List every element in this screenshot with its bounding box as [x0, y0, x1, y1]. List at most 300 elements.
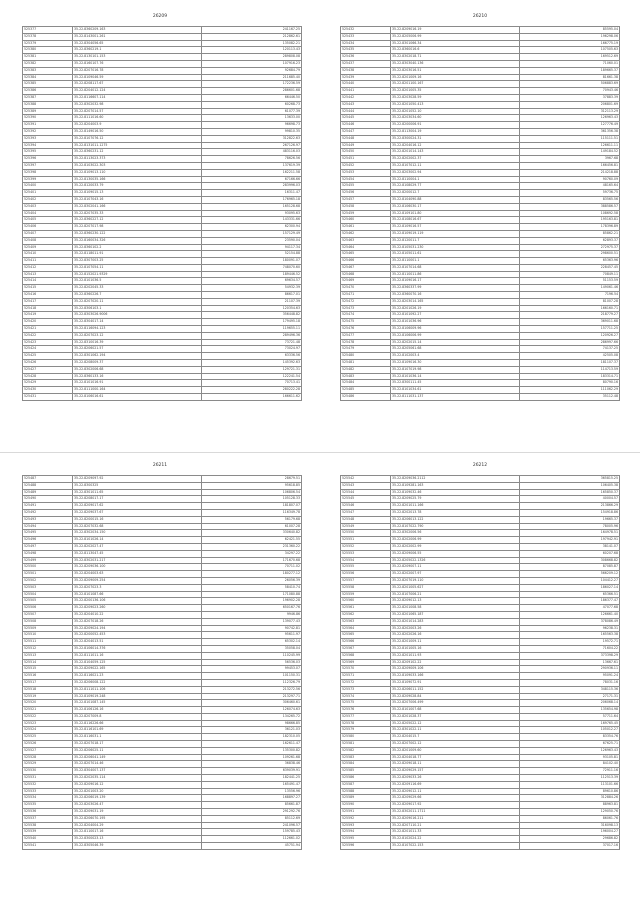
amount-cell: 83354.76: [520, 734, 620, 741]
code-cell: 35.22.8209024.194: [73, 625, 202, 632]
record-id-cell: 525571: [341, 673, 391, 680]
table-row: [341, 802, 620, 809]
record-id-cell: 525596: [341, 843, 391, 850]
code-cell: 35.22.8205022.12: [391, 720, 520, 727]
code-cell: 35.22.8111000.164: [73, 387, 202, 394]
table-row: [23, 809, 302, 816]
record-id-cell: 525438: [341, 67, 391, 74]
code-cell: 35.22.8304056.65: [73, 40, 202, 47]
record-id-cell: 525419: [23, 312, 73, 319]
table-row: [23, 162, 302, 169]
amount-cell: 63336.56: [202, 353, 302, 360]
record-id-cell: 525456: [341, 190, 391, 197]
code-cell: 35.22.8209018.11: [391, 761, 520, 768]
amount-cell: 566209.12: [520, 571, 620, 578]
amount-cell: 186377.47: [520, 598, 620, 605]
table-row: [341, 196, 620, 203]
table-row: [341, 713, 620, 720]
table-row: [341, 115, 620, 122]
table-row: [23, 652, 302, 659]
code-cell: 35.22.8107012.11: [391, 162, 520, 169]
amount-cell: 9946.86: [202, 611, 302, 618]
code-cell: 35.22.8200012.7: [391, 190, 520, 197]
table-row: [23, 720, 302, 727]
table-row: [23, 380, 302, 387]
code-cell: 35.22.8202002.99: [391, 543, 520, 550]
amount-cell: 13633.00: [202, 115, 302, 122]
amount-cell: 178396.89: [520, 224, 620, 231]
code-cell: 35.22.8107043.16: [73, 196, 202, 203]
code-cell: 35.22.8204010.22: [73, 611, 202, 618]
table-row: [23, 135, 302, 142]
table-row: [341, 40, 620, 47]
table-row: [23, 94, 302, 101]
record-id-cell: 525534: [23, 795, 73, 802]
amount-cell: 98666.85: [202, 720, 302, 727]
amount-cell: 93105.81: [520, 754, 620, 761]
table-row: [341, 775, 620, 782]
table-row: [23, 292, 302, 299]
amount-cell: 99810.35: [202, 128, 302, 135]
code-cell: 35.22.8109032.46: [391, 489, 520, 496]
table-row: [23, 632, 302, 639]
record-id-cell: 525563: [341, 618, 391, 625]
code-cell: 35.22.8107076.12: [73, 135, 202, 142]
amount-cell: 206068.14: [520, 700, 620, 707]
amount-cell: 120926.27: [520, 332, 620, 339]
amount-cell: 13556.96: [202, 788, 302, 795]
record-id-cell: 525471: [341, 292, 391, 299]
record-id-cell: 525401: [23, 190, 73, 197]
record-id-cell: 525437: [341, 60, 391, 67]
code-cell: 35.22.8209031.19: [73, 809, 202, 816]
code-cell: 35.22.8302018.71: [391, 54, 520, 61]
amount-cell: 312822.63: [202, 135, 302, 142]
amount-cell: 166775.19: [520, 40, 620, 47]
code-cell: 35.22.8118011.91: [73, 251, 202, 258]
record-id-cell: 525568: [341, 652, 391, 659]
record-id-cell: 525542: [341, 476, 391, 483]
amount-cell: 149184.52: [520, 149, 620, 156]
record-id-cell: 525510: [23, 632, 73, 639]
amount-cell: 51153.59: [520, 278, 620, 285]
amount-cell: 48165.64: [520, 183, 620, 190]
code-cell: 35.22.8209037.67: [73, 509, 202, 516]
amount-cell: 85112.69: [202, 815, 302, 822]
table-row: [23, 584, 302, 591]
amount-cell: 3967.68: [520, 156, 620, 163]
record-id-cell: 525508: [23, 618, 73, 625]
code-cell: 35.22.8107014.68: [391, 264, 520, 271]
table-row: [341, 380, 620, 387]
table-row: [23, 40, 302, 47]
record-id-cell: 525560: [341, 598, 391, 605]
record-id-cell: 525503: [23, 584, 73, 591]
amount-cell: 308668.82: [520, 557, 620, 564]
table-row: [23, 802, 302, 809]
record-id-cell: 525522: [23, 713, 73, 720]
amount-cell: 166160.71: [520, 305, 620, 312]
record-id-cell: 525380: [23, 47, 73, 54]
table-row: [341, 836, 620, 843]
code-cell: 35.22.8301066.34: [391, 40, 520, 47]
code-cell: 35.22.8109013.110: [73, 169, 202, 176]
record-id-cell: 525516: [23, 673, 73, 680]
table-row: [341, 373, 620, 380]
table-row: [341, 747, 620, 754]
code-cell: 35.22.8209017.62: [73, 503, 202, 510]
record-id-cell: 525496: [23, 537, 73, 544]
record-id-cell: 525586: [341, 775, 391, 782]
code-cell: 35.22.8101087.145: [73, 700, 202, 707]
amount-cell: 506883.69: [520, 81, 620, 88]
code-cell: 35.22.8101026.14: [73, 537, 202, 544]
amount-cell: 73024.97: [202, 346, 302, 353]
table-row: [341, 809, 620, 816]
record-id-cell: 525594: [341, 829, 391, 836]
amount-cell: 45751.94: [202, 843, 302, 850]
amount-cell: 78626.56: [202, 156, 302, 163]
amount-cell: 280222.28: [202, 387, 302, 394]
code-cell: 35.22.8206008.122: [73, 679, 202, 686]
code-cell: 35.22.8202026.16: [391, 632, 520, 639]
code-cell: 35.22.8106014.376: [73, 645, 202, 652]
record-id-cell: 525511: [23, 639, 73, 646]
record-id-cell: 525421: [23, 326, 73, 333]
amount-cell: 86061.76: [520, 815, 620, 822]
amount-cell: 69634.57: [202, 278, 302, 285]
table-row: [341, 781, 620, 788]
record-id-cell: 525513: [23, 652, 73, 659]
code-cell: 35.22.8113023.373: [73, 156, 202, 163]
code-cell: 35.22.8201065.187: [391, 611, 520, 618]
code-cell: 35.22.8204012.124: [73, 88, 202, 95]
code-cell: 35.22.8109016.17: [391, 278, 520, 285]
amount-cell: 166611.62: [202, 394, 302, 401]
amount-cell: 113101.66: [520, 781, 620, 788]
code-cell: 35.22.8300024.31: [391, 135, 520, 142]
amount-cell: 180091.07: [202, 258, 302, 265]
record-id-cell: 525457: [341, 196, 391, 203]
record-id-cell: 525575: [341, 700, 391, 707]
record-id-cell: 525545: [341, 496, 391, 503]
record-id-cell: 525577: [341, 713, 391, 720]
amount-cell: 218779.27: [520, 312, 620, 319]
code-cell: 35.22.8101005.16: [391, 645, 520, 652]
amount-cell: 58410.74: [202, 584, 302, 591]
amount-cell: 112513.39: [520, 775, 620, 782]
code-cell: 35.22.8207020.11: [73, 298, 202, 305]
code-cell: 35.22.8360219.1: [73, 47, 202, 54]
code-cell: 35.22.8202003.26: [391, 625, 520, 632]
amount-cell: 120113.43: [202, 47, 302, 54]
record-id-cell: 525468: [341, 271, 391, 278]
record-id-cell: 525488: [23, 482, 73, 489]
code-cell: 35.22.8110001.1: [391, 258, 520, 265]
amount-cell: 241096.57: [202, 822, 302, 829]
table-row: [23, 550, 302, 557]
amount-cell: 164978.51: [520, 530, 620, 537]
table-row: [341, 319, 620, 326]
table-row: [341, 162, 620, 169]
code-cell: 35.22.8302034.150: [73, 530, 202, 537]
table-row: [23, 605, 302, 612]
code-cell: 35.22.8201005.627: [391, 584, 520, 591]
code-cell: 35.22.8116607.114: [73, 94, 202, 101]
amount-cell: 154918.86: [520, 509, 620, 516]
amount-cell: 114713.59: [520, 366, 620, 373]
record-id-cell: 525507: [23, 611, 73, 618]
code-cell: 35.22.8202027.47: [73, 543, 202, 550]
table-row: [23, 224, 302, 231]
code-cell: 35.22.8204003.9: [73, 122, 202, 129]
record-id-cell: 525483: [341, 373, 391, 380]
record-id-cell: 525593: [341, 822, 391, 829]
table-row: [341, 482, 620, 489]
amount-cell: 162211.58: [202, 169, 302, 176]
amount-cell: 52154.88: [202, 251, 302, 258]
record-id-cell: 525576: [341, 707, 391, 714]
amount-cell: 139077.43: [202, 618, 302, 625]
code-cell: 35.22.8201011.93: [391, 652, 520, 659]
table-row: [23, 244, 302, 251]
table-row: [23, 88, 302, 95]
record-id-cell: 525425: [23, 353, 73, 360]
record-id-cell: 525479: [341, 346, 391, 353]
amount-cell: 214218.88: [520, 169, 620, 176]
code-cell: 35.22.8109072.91: [391, 679, 520, 686]
table-row: [23, 781, 302, 788]
code-cell: 35.22.8305046.39: [73, 843, 202, 850]
record-id-cell: 525397: [23, 162, 73, 169]
code-cell: 35.22.8131011.1275: [73, 142, 202, 149]
record-id-cell: 525544: [341, 489, 391, 496]
code-cell: 35.22.8304017.14: [73, 319, 202, 326]
record-id-cell: 525490: [23, 496, 73, 503]
table-row: [341, 353, 620, 360]
amount-cell: 87085.87: [520, 564, 620, 571]
record-id-cell: 525411: [23, 258, 73, 265]
record-id-cell: 525567: [341, 645, 391, 652]
record-id-cell: 525400: [23, 183, 73, 190]
table-row: [23, 353, 302, 360]
table-row: [23, 679, 302, 686]
table-row: [23, 795, 302, 802]
table-row: [341, 788, 620, 795]
code-cell: 35.22.8209029.66: [391, 795, 520, 802]
amount-cell: 70943.46: [520, 88, 620, 95]
table-row: [341, 829, 620, 836]
code-cell: 35.22.8107019.98: [391, 366, 520, 373]
code-cell: 35.22.8206041.149: [73, 754, 202, 761]
code-cell: 35.22.8303026.9006: [73, 312, 202, 319]
record-id-cell: 525410: [23, 251, 73, 258]
record-id-cell: 525489: [23, 489, 73, 496]
record-id-cell: 525449: [341, 142, 391, 149]
table-row: [23, 298, 302, 305]
amount-cell: 112326.79: [202, 679, 302, 686]
table-row: [341, 503, 620, 510]
amount-cell: 373398.29: [520, 652, 620, 659]
table-row: [341, 33, 620, 40]
amount-cell: 369011.68: [520, 319, 620, 326]
amount-cell: 122241.54: [202, 373, 302, 380]
amount-cell: 165491.47: [202, 781, 302, 788]
record-id-cell: 525435: [341, 47, 391, 54]
amount-cell: 182441.25: [202, 775, 302, 782]
table-row: [23, 81, 302, 88]
table-row: [23, 700, 302, 707]
record-id-cell: 525551: [341, 537, 391, 544]
table-row: [23, 251, 302, 258]
record-id-cell: 525501: [23, 571, 73, 578]
code-cell: 35.22.8101087.66: [73, 591, 202, 598]
code-cell: 35.22.8360230.122: [73, 230, 202, 237]
amount-cell: 182310.05: [202, 734, 302, 741]
record-id-cell: 525432: [341, 27, 391, 34]
amount-cell: 23590.04: [202, 237, 302, 244]
record-id-cell: 525433: [341, 33, 391, 40]
record-id-cell: 525564: [341, 625, 391, 632]
record-id-cell: 525474: [341, 312, 391, 319]
code-cell: 35.22.8310016.39: [73, 339, 202, 346]
code-cell: 35.22.8209033.26: [391, 775, 520, 782]
table-row: [23, 829, 302, 836]
amount-cell: 26056.39: [202, 577, 302, 584]
record-id-cell: 525447: [341, 128, 391, 135]
code-cell: 35.22.8209036.100: [73, 564, 202, 571]
table-row: [23, 754, 302, 761]
code-cell: 35.22.8109101.80: [391, 210, 520, 217]
code-cell: 35.22.8208009.37: [73, 360, 202, 367]
record-id-cell: 525454: [341, 176, 391, 183]
amount-cell: 106405.38: [520, 482, 620, 489]
record-id-cell: 525391: [23, 122, 73, 129]
amount-cell: 93095.63: [202, 210, 302, 217]
table-row: [341, 598, 620, 605]
code-cell: 35.22.8204015.7: [391, 734, 520, 741]
record-id-cell: 525396: [23, 156, 73, 163]
amount-cell: 83565.56: [520, 196, 620, 203]
page-number: 26209: [152, 14, 168, 19]
record-id-cell: 525394: [23, 142, 73, 149]
code-cell: 35.22.8207006.499: [391, 700, 520, 707]
amount-cell: 213272.56: [202, 686, 302, 693]
table-row: [341, 489, 620, 496]
record-id-cell: 525590: [341, 802, 391, 809]
record-id-cell: 525436: [341, 54, 391, 61]
amount-cell: 165850.37: [520, 489, 620, 496]
table-row: [23, 156, 302, 163]
table-row: [23, 537, 302, 544]
table-row: [23, 815, 302, 822]
table-row: [341, 571, 620, 578]
record-id-cell: 525420: [23, 319, 73, 326]
code-cell: 35.22.8209029.157: [391, 768, 520, 775]
record-id-cell: 525399: [23, 176, 73, 183]
amount-cell: 99453.07: [202, 666, 302, 673]
code-cell: 35.22.8205022.1326: [391, 557, 520, 564]
record-id-cell: 525395: [23, 149, 73, 156]
record-id-cell: 525553: [341, 550, 391, 557]
table-row: [23, 591, 302, 598]
code-cell: 35.22.8205006.99: [391, 33, 520, 40]
amount-cell: 109261.68: [202, 754, 302, 761]
data-table: [22, 26, 302, 401]
page-sheet-26209: [0, 0, 320, 452]
record-id-cell: 525541: [23, 843, 73, 850]
table-row: [23, 476, 302, 483]
record-id-cell: 525478: [341, 339, 391, 346]
amount-cell: 211685.40: [202, 74, 302, 81]
table-row: [341, 169, 620, 176]
amount-cell: 159785.43: [202, 829, 302, 836]
code-cell: 35.22.8360209.163: [73, 27, 202, 34]
table-row: [23, 366, 302, 373]
code-cell: 35.22.8160107.76: [73, 60, 202, 67]
amount-cell: 289808.08: [202, 54, 302, 61]
code-cell: 35.22.8300023.13: [73, 836, 202, 843]
record-id-cell: 525450: [341, 149, 391, 156]
table-row: [23, 142, 302, 149]
record-id-cell: 525502: [23, 577, 73, 584]
amount-cell: 356448.82: [202, 312, 302, 319]
table-row: [341, 754, 620, 761]
table-row: [341, 591, 620, 598]
code-cell: 35.22.8106016.61: [73, 394, 202, 401]
code-cell: 35.22.8116021.23: [73, 673, 202, 680]
code-cell: 35.22.8207017.98: [73, 224, 202, 231]
amount-cell: 16311.47: [202, 190, 302, 197]
table-row: [23, 101, 302, 108]
code-cell: 35.22.8109015.13: [73, 190, 202, 197]
amount-cell: 126963.43: [520, 115, 620, 122]
record-id-cell: 525535: [23, 802, 73, 809]
table-row: [23, 230, 302, 237]
record-id-cell: 525533: [23, 788, 73, 795]
code-cell: 35.22.8360102.2: [73, 244, 202, 251]
record-id-cell: 525475: [341, 319, 391, 326]
record-id-cell: 525595: [341, 836, 391, 843]
record-id-cell: 525469: [341, 278, 391, 285]
amount-cell: 206801.69: [520, 101, 620, 108]
record-id-cell: 525554: [341, 557, 391, 564]
code-cell: 35.22.8101092.27: [391, 312, 520, 319]
amount-cell: 126661.40: [520, 611, 620, 618]
record-id-cell: 525558: [341, 584, 391, 591]
amount-cell: 127776.49: [520, 122, 620, 129]
table-row: [23, 47, 302, 54]
record-id-cell: 525460: [341, 217, 391, 224]
code-cell: 35.22.8209025.79: [391, 496, 520, 503]
table-row: [23, 258, 302, 265]
code-cell: 35.22.8201052.10: [391, 108, 520, 115]
table-row: [341, 292, 620, 299]
code-cell: 35.22.8302032.98: [73, 101, 202, 108]
amount-cell: 85595.04: [520, 27, 620, 34]
table-row: [341, 67, 620, 74]
table-row: [23, 489, 302, 496]
record-id-cell: 525392: [23, 128, 73, 135]
amount-cell: 378086.49: [520, 618, 620, 625]
code-cell: 35.22.8203016.51: [391, 67, 520, 74]
code-cell: 35.22.8204004.29: [73, 822, 202, 829]
code-cell: 35.22.8301011.65: [73, 489, 202, 496]
code-cell: 35.22.8207035.33: [73, 210, 202, 217]
record-id-cell: 525552: [341, 543, 391, 550]
code-cell: 35.22.8203002.94: [391, 169, 520, 176]
table-row: [341, 285, 620, 292]
